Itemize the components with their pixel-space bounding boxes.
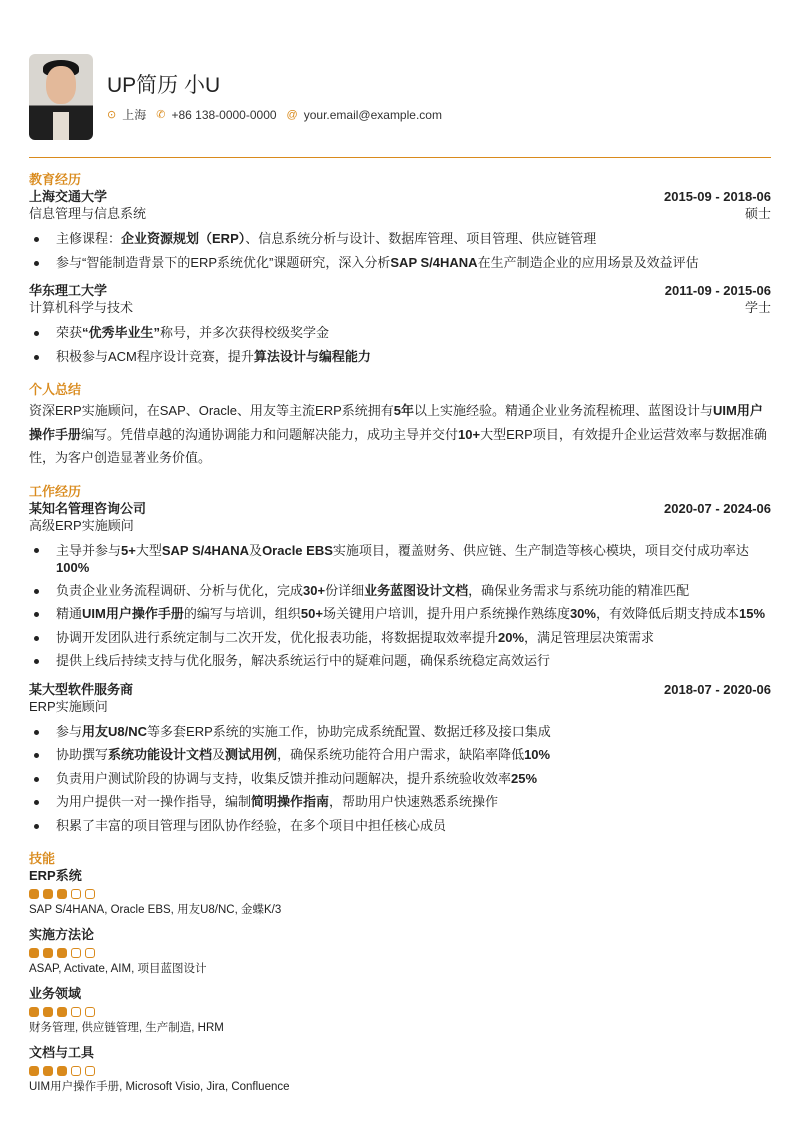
education-header-row [29,188,771,205]
work-entry [29,681,771,838]
text-segment: 积累了丰富的项目管理与团队协作经验，在多个项目中担任核心成员 [56,817,447,833]
education-bullets [29,227,771,274]
emphasis-text: 简明操作指南 [251,794,330,809]
emphasis-text: 100% [56,559,90,575]
text-segment: 提供上线后持续支持与优化服务，解决系统运行中的疑难问题，确保系统稳定高效运行 [56,653,551,668]
skill-description: ASAP, Activate, AIM, 项目蓝图设计 [29,963,207,975]
text-segment: 、信息系统分析与设计、数据库管理、项目管理、供应链管理 [245,231,597,246]
filled-dot-icon [57,1066,67,1076]
work-header-row [29,500,771,517]
text-segment: 及 [249,542,263,558]
emphasis-text: 5年 [393,403,414,418]
skill-level-rating [29,948,771,958]
bullet-item [29,251,771,275]
education-bullets [29,321,771,368]
emphasis-text: 测试用例 [225,747,278,762]
text-segment: 在生产制造企业的应用场景及效益评估 [477,254,699,270]
text-segment: 大型 [135,542,162,558]
education-dates: 2011-09 - 2015-06 [664,283,771,298]
emphasis-text: SAP S/4HANA [390,254,478,270]
phone-icon: ✆ [156,109,166,121]
filled-dot-icon [29,1007,39,1017]
skills-section [29,867,771,1095]
emphasis-text: 30% [569,606,596,621]
skill-name: 实施方法论 [29,927,95,942]
education-dates: 2015-09 - 2018-06 [664,189,771,204]
education-entry [29,188,771,274]
bullet-item [29,602,771,626]
summary-section-title: 个人总结 [29,382,82,397]
text-segment: 的编写与培训，组织 [183,606,301,621]
emphasis-text: 10% [524,747,551,762]
work-name: 某大型软件服务商 [29,681,134,697]
empty-dot-icon [85,889,95,899]
education-subheader-row [29,205,771,222]
skill-description: UIM用户操作手册, Microsoft Visio, Jira, Confluence [29,1081,290,1093]
bullet-item [29,321,771,345]
skill-name: 业务领域 [29,986,82,1001]
work-dates: 2018-07 - 2020-06 [664,681,771,697]
emphasis-text: 10+ [458,426,481,442]
emphasis-text: 用友U8/NC [82,723,148,739]
education-section-title: 教育经历 [29,172,82,187]
bullet-item [29,626,771,650]
text-segment: 编写。凭借卓越的沟通协调能力和问题解决能力，成功主导并交付 [81,426,459,442]
text-segment: 称号，并多次获得校级奖学金 [160,325,330,340]
filled-dot-icon [57,1007,67,1017]
work-subheader-row [29,698,771,715]
education-degree: 硕士 [744,206,771,221]
text-segment: 大型ERP项目，有效提升企业运营效率与数据准确性，为客户创造显著业务价值。 [29,426,767,465]
emphasis-text: UIM用户操作手册 [82,606,184,621]
candidate-name: UP简历 小U [107,74,221,97]
work-section-title: 工作经历 [29,483,82,499]
work-bullets [29,720,771,838]
filled-dot-icon [29,948,39,958]
bullet-item [29,790,771,814]
bullet-item [29,539,771,579]
location-pin-icon: ⊙ [107,109,117,121]
emphasis-text: 30+ [303,582,326,598]
bullet-item [29,345,771,369]
text-segment: 精通 [56,606,83,621]
emphasis-text: 15% [739,606,766,621]
work-title: ERP实施顾问 [29,698,108,714]
education-entry [29,282,771,368]
profile-photo [29,54,93,140]
text-segment: 资深ERP实施顾问，在SAP、Oracle、用友等主流ERP系统拥有 [29,403,394,418]
education-title: 计算机科学与技术 [29,300,134,315]
emphasis-text: 业务蓝图设计文档 [364,582,469,598]
text-segment: ，确保业务需求与系统功能的精准匹配 [468,582,690,598]
filled-dot-icon [29,1066,39,1076]
filled-dot-icon [43,1066,53,1076]
text-segment: 为用户提供一对一操作指导，编制 [56,794,252,809]
emphasis-text: 企业资源规划（ERP） [121,231,246,246]
emphasis-text: 系统功能设计文档 [108,747,213,762]
filled-dot-icon [57,889,67,899]
empty-dot-icon [71,1007,81,1017]
education-degree: 学士 [744,300,771,315]
emphasis-text: “优秀毕业生” [82,325,161,340]
work-bullets [29,539,771,673]
skill-name: ERP系统 [29,868,82,883]
text-segment: 实施项目，覆盖财务、供应链、生产制造等核心模块，项目交付成功率达 [332,542,749,558]
text-segment: ，满足管理层决策需求 [524,629,655,645]
empty-dot-icon [71,948,81,958]
text-segment: 积极参与ACM程序设计竞赛，提升 [56,348,254,364]
phone: +86 138-0000-0000 [171,107,277,122]
skill-level-rating [29,1066,771,1076]
bullet-item [29,767,771,791]
filled-dot-icon [43,1007,53,1017]
emphasis-text: UIM用户操作手册 [29,403,763,442]
text-segment: 负责用户测试阶段的协调与支持，收集反馈并推动问题解决，提升系统验收效率 [56,770,512,786]
skills-section-title: 技能 [29,851,56,866]
emphasis-text: 5+ [121,542,136,558]
text-segment: ，有效降低后期支持成本 [595,606,739,621]
emphasis-text: 50+ [300,606,323,621]
text-segment: 及 [212,747,226,762]
text-segment: 协助撰写 [56,747,109,762]
email: your.email@example.com [303,107,442,122]
email-icon: @ [286,108,298,121]
education-subheader-row [29,299,771,316]
text-segment: 荣获 [56,325,83,340]
empty-dot-icon [71,1066,81,1076]
work-name: 某知名管理咨询公司 [29,500,147,516]
emphasis-text: Oracle EBS [262,542,333,558]
text-segment: 份详细 [325,582,365,598]
emphasis-text: 25% [511,770,538,786]
work-subheader-row [29,517,771,534]
filled-dot-icon [57,948,67,958]
education-name: 华东理工大学 [29,283,108,298]
text-segment: ，帮助用户快速熟悉系统操作 [329,794,499,809]
text-segment: 参与“智能制造背景下的ERP系统优化”课题研究，深入分析 [56,254,391,270]
emphasis-text: 算法设计与编程能力 [253,348,371,364]
filled-dot-icon [43,948,53,958]
header-divider [29,157,771,158]
text-segment: 以上实施经验。精通企业业务流程梳理、蓝图设计与 [414,403,714,418]
contact-info [107,106,452,123]
bullet-item [29,579,771,603]
work-header-row [29,681,771,698]
education-name: 上海交通大学 [29,189,108,204]
text-segment: 等多套ERP系统的实施工作，协助完成系统配置、数据迁移及接口集成 [147,723,551,739]
location: 上海 [122,108,147,122]
text-segment: 参与 [56,723,83,739]
work-dates: 2020-07 - 2024-06 [664,500,771,516]
work-title: 高级ERP实施顾问 [29,517,134,533]
emphasis-text: 20% [498,629,525,645]
text-segment: 场关键用户培训，提升用户系统操作熟练度 [322,606,570,621]
empty-dot-icon [85,1066,95,1076]
bullet-item [29,649,771,673]
education-title: 信息管理与信息系统 [29,206,147,221]
skill-level-rating [29,1007,771,1017]
empty-dot-icon [71,889,81,899]
bullet-item [29,227,771,251]
education-section [29,188,771,368]
text-segment: 主导并参与 [56,542,122,558]
bullet-item [29,720,771,744]
skill-level-rating [29,889,771,899]
filled-dot-icon [43,889,53,899]
emphasis-text: SAP S/4HANA [161,542,250,558]
work-entry [29,500,771,673]
resume-header [29,54,771,140]
empty-dot-icon [85,948,95,958]
summary-text [29,399,771,470]
skill-description: SAP S/4HANA, Oracle EBS, 用友U8/NC, 金蝶K/3 [29,904,282,916]
text-segment: 负责企业业务流程调研、分析与优化，完成 [56,582,304,598]
education-header-row [29,282,771,299]
skill-description: 财务管理, 供应链管理, 生产制造, HRM [29,1022,224,1034]
work-section [29,500,771,838]
text-segment: 主修课程： [56,231,122,246]
skill-name: 文档与工具 [29,1045,95,1060]
bullet-item [29,743,771,767]
empty-dot-icon [85,1007,95,1017]
text-segment: ，确保系统功能符合用户需求，缺陷率降低 [277,747,525,762]
bullet-item [29,814,771,838]
filled-dot-icon [29,889,39,899]
text-segment: 协调开发团队进行系统定制与二次开发，优化报表功能，将数据提取效率提升 [56,629,499,645]
